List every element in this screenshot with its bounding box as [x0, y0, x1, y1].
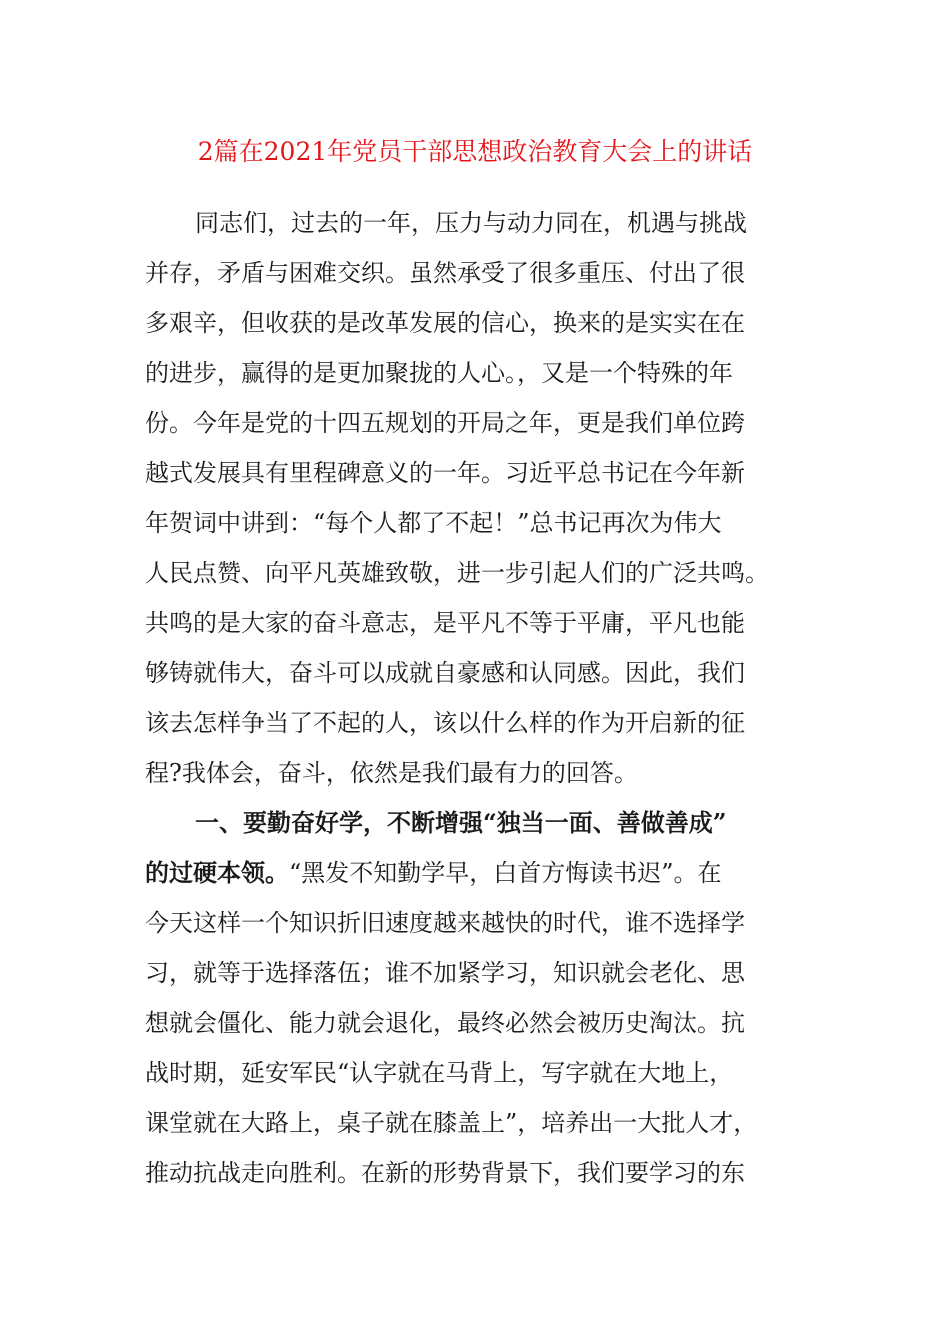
paragraph-line: 年贺词中讲到：“每个人都了不起！”总书记再次为伟大	[145, 509, 722, 537]
paragraph-line: 并存，矛盾与困难交织。虽然承受了很多重压、付出了很	[145, 259, 745, 287]
paragraph-line: 多艰辛，但收获的是改革发展的信心，换来的是实实在在	[145, 309, 745, 337]
document-title: 2篇在2021年党员干部思想政治教育大会上的讲话	[197, 137, 753, 166]
paragraph-line: 想就会僵化、能力就会退化，最终必然会被历史淘汰。抗	[145, 1009, 745, 1037]
paragraph-line: 的进步，赢得的是更加聚拢的人心。，又是一个特殊的年	[145, 359, 733, 387]
paragraph-line: 推动抗战走向胜利。在新的形势背景下，我们要学习的东	[145, 1159, 745, 1187]
paragraph-line: 够铸就伟大，奋斗可以成就自豪感和认同感。因此，我们	[145, 659, 745, 687]
paragraph-line: 同志们，过去的一年，压力与动力同在，机遇与挑战	[195, 209, 747, 237]
paragraph-line: 该去怎样争当了不起的人，该以什么样的作为开启新的征	[145, 709, 745, 737]
section-heading-continuation	[145, 848, 805, 898]
paragraph-line: 越式发展具有里程碑意义的一年。习近平总书记在今年新	[145, 459, 745, 487]
paragraph-line: 程?我体会，奋斗，依然是我们最有力的回答。	[145, 759, 638, 787]
paragraph-line: 习，就等于选择落伍；谁不加紧学习，知识就会老化、思	[145, 959, 745, 987]
section-heading: 一、要勤奋好学，不断增强“独当一面、善做善成”	[195, 808, 727, 837]
paragraph-line: 共鸣的是大家的奋斗意志，是平凡不等于平庸，平凡也能	[145, 609, 745, 637]
section-text: “黑发不知勤学早，白首方悔读书迟”。在	[289, 859, 722, 887]
paragraph-line: 课堂就在大路上，桌子就在膝盖上”，培养出一大批人才，	[145, 1109, 758, 1137]
paragraph-line: 人民点赞、向平凡英雄致敬，进一步引起人们的广泛共鸣。	[145, 559, 769, 587]
section-heading-end: 的过硬本领。	[145, 858, 289, 887]
paragraph-line: 份。今年是党的十四五规划的开局之年，更是我们单位跨	[145, 409, 745, 437]
paragraph-line: 今天这样一个知识折旧速度越来越快的时代，谁不选择学	[145, 909, 745, 937]
document-body	[145, 198, 805, 1198]
paragraph-line: 战时期，延安军民“认字就在马背上，写字就在大地上，	[145, 1059, 734, 1087]
